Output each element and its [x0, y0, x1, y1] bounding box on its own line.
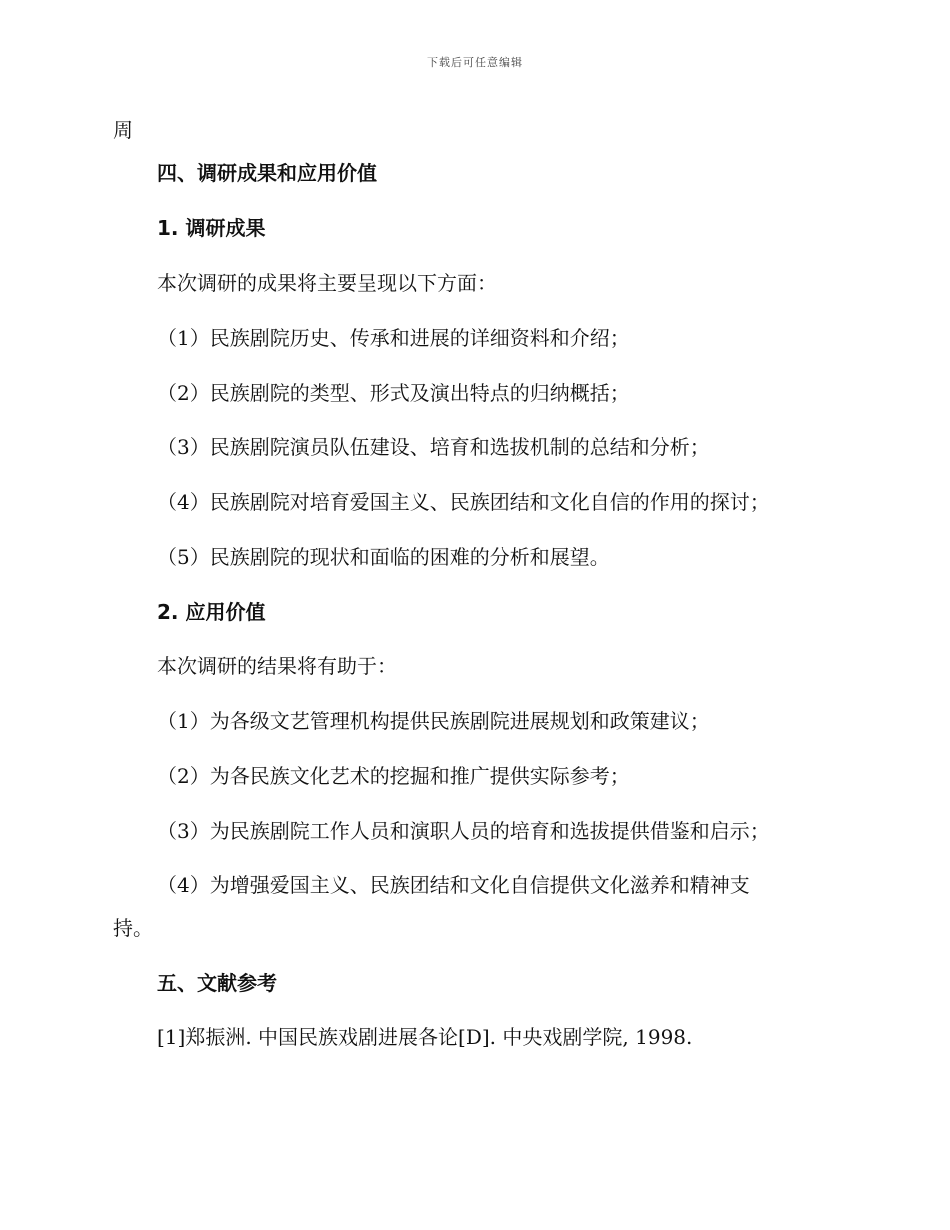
list-item: （1）民族剧院历史、传承和进展的详细资料和介绍；: [157, 326, 630, 350]
list-item: （1）为各级文艺管理机构提供民族剧院进展规划和政策建议；: [157, 709, 710, 733]
list-item: （2）为各民族文化艺术的挖掘和推广提供实际参考；: [157, 764, 630, 788]
list-item: （3）为民族剧院工作人员和演职人员的培育和选拔提供借鉴和启示；: [157, 819, 770, 843]
section-heading-4: 四、调研成果和应用价值: [157, 161, 377, 185]
list-item: （4）为增强爱国主义、民族团结和文化自信提供文化滋养和精神支: [157, 873, 750, 897]
subheading-research-results: 1. 调研成果: [157, 216, 266, 240]
list-item: （4）民族剧院对培育爱国主义、民族团结和文化自信的作用的探讨；: [157, 490, 770, 514]
reference-entry: [1]郑振洲. 中国民族戏剧进展各论[D]. 中央戏剧学院, 1998.: [157, 1025, 693, 1049]
section-heading-5: 五、文献参考: [157, 971, 277, 995]
continuation-fragment: 周: [113, 118, 133, 142]
list-item: （5）民族剧院的现状和面临的困难的分析和展望。: [157, 545, 610, 569]
results-intro-paragraph: 本次调研的成果将主要呈现以下方面：: [157, 271, 497, 295]
values-intro-paragraph: 本次调研的结果将有助于：: [157, 654, 397, 678]
page-header: 下载后可任意编辑: [427, 56, 523, 69]
list-item-continuation: 持。: [113, 916, 153, 940]
list-item: （3）民族剧院演员队伍建设、培育和选拔机制的总结和分析；: [157, 435, 710, 459]
list-item: （2）民族剧院的类型、形式及演出特点的归纳概括；: [157, 381, 630, 405]
subheading-application-value: 2. 应用价值: [157, 600, 266, 624]
